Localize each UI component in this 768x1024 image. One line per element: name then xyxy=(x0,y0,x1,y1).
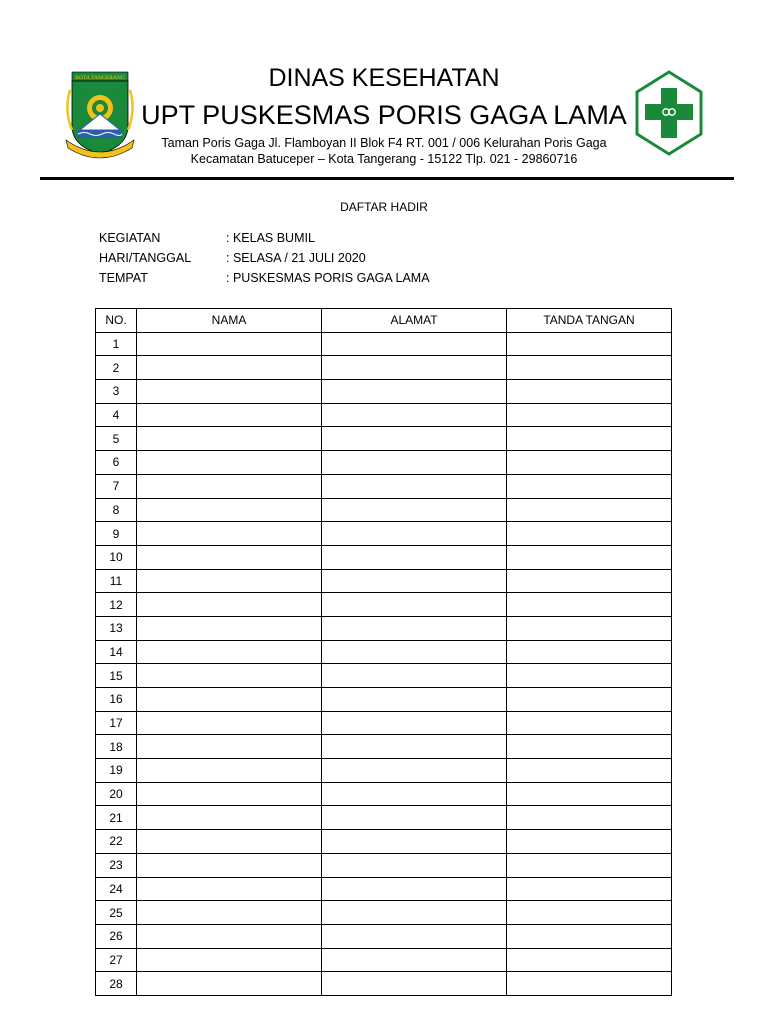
alamat-cell[interactable] xyxy=(322,640,507,664)
table-row xyxy=(96,877,672,901)
row-number: 23 xyxy=(96,853,137,877)
table-row xyxy=(96,853,672,877)
tanda-tangan-cell[interactable] xyxy=(507,522,672,546)
nama-cell[interactable] xyxy=(137,403,322,427)
tanda-tangan-cell[interactable] xyxy=(507,735,672,759)
tanda-tangan-cell[interactable] xyxy=(507,972,672,996)
alamat-cell[interactable] xyxy=(322,593,507,617)
table-row xyxy=(96,688,672,712)
alamat-cell[interactable] xyxy=(322,451,507,475)
tanda-tangan-cell[interactable] xyxy=(507,877,672,901)
tanda-tangan-cell[interactable] xyxy=(507,901,672,925)
alamat-cell[interactable] xyxy=(322,901,507,925)
row-number: 2 xyxy=(96,356,137,380)
row-number: 10 xyxy=(96,545,137,569)
table-row xyxy=(96,569,672,593)
agency-title: DINAS KESEHATAN xyxy=(268,64,500,92)
info-value: : PUSKESMAS PORIS GAGA LAMA xyxy=(226,271,430,285)
header-alamat: ALAMAT xyxy=(322,309,507,333)
nama-cell[interactable] xyxy=(137,332,322,356)
nama-cell[interactable] xyxy=(137,806,322,830)
nama-cell[interactable] xyxy=(137,948,322,972)
nama-cell[interactable] xyxy=(137,688,322,712)
nama-cell[interactable] xyxy=(137,877,322,901)
alamat-cell[interactable] xyxy=(322,759,507,783)
nama-cell[interactable] xyxy=(137,427,322,451)
table-row xyxy=(96,356,672,380)
alamat-cell[interactable] xyxy=(322,853,507,877)
row-number: 1 xyxy=(96,332,137,356)
emblem-label: KOTA TANGERANG xyxy=(75,75,125,81)
info-value: : KELAS BUMIL xyxy=(226,231,315,245)
row-number: 27 xyxy=(96,948,137,972)
tanda-tangan-cell[interactable] xyxy=(507,688,672,712)
header-no: NO. xyxy=(96,309,137,333)
table-row xyxy=(96,498,672,522)
nama-cell[interactable] xyxy=(137,569,322,593)
kota-tangerang-emblem-icon xyxy=(62,70,138,160)
tanda-tangan-cell[interactable] xyxy=(507,782,672,806)
nama-cell[interactable] xyxy=(137,972,322,996)
table-row xyxy=(96,664,672,688)
alamat-cell[interactable] xyxy=(322,545,507,569)
alamat-cell[interactable] xyxy=(322,332,507,356)
row-number: 6 xyxy=(96,451,137,475)
info-label: HARI/TANGGAL xyxy=(99,251,192,265)
address-line-2: Kecamatan Batuceper – Kota Tangerang - 15122 Tlp. 021 - 29860716 xyxy=(190,152,578,166)
row-number: 26 xyxy=(96,924,137,948)
row-number: 5 xyxy=(96,427,137,451)
tanda-tangan-cell[interactable] xyxy=(507,332,672,356)
row-number: 28 xyxy=(96,972,137,996)
alamat-cell[interactable] xyxy=(322,948,507,972)
tanda-tangan-cell[interactable] xyxy=(507,569,672,593)
table-row xyxy=(96,451,672,475)
tanda-tangan-cell[interactable] xyxy=(507,948,672,972)
row-number: 21 xyxy=(96,806,137,830)
alamat-cell[interactable] xyxy=(322,972,507,996)
info-label: TEMPAT xyxy=(99,271,148,285)
alamat-cell[interactable] xyxy=(322,522,507,546)
table-row xyxy=(96,711,672,735)
address-line-1: Taman Poris Gaga Jl. Flamboyan II Blok F4 RT. 001 / 006 Kelurahan Poris Gaga xyxy=(161,136,607,150)
tanda-tangan-cell[interactable] xyxy=(507,853,672,877)
nama-cell[interactable] xyxy=(137,853,322,877)
row-number: 18 xyxy=(96,735,137,759)
row-number: 24 xyxy=(96,877,137,901)
tanda-tangan-cell[interactable] xyxy=(507,924,672,948)
row-number: 22 xyxy=(96,830,137,854)
row-number: 16 xyxy=(96,688,137,712)
tanda-tangan-cell[interactable] xyxy=(507,711,672,735)
row-number: 19 xyxy=(96,759,137,783)
table-row xyxy=(96,545,672,569)
row-number: 25 xyxy=(96,901,137,925)
row-number: 9 xyxy=(96,522,137,546)
nama-cell[interactable] xyxy=(137,498,322,522)
nama-cell[interactable] xyxy=(137,782,322,806)
alamat-cell[interactable] xyxy=(322,498,507,522)
tanda-tangan-cell[interactable] xyxy=(507,806,672,830)
tanda-tangan-cell[interactable] xyxy=(507,664,672,688)
nama-cell[interactable] xyxy=(137,474,322,498)
nama-cell[interactable] xyxy=(137,593,322,617)
tanda-tangan-cell[interactable] xyxy=(507,830,672,854)
nama-cell[interactable] xyxy=(137,616,322,640)
nama-cell[interactable] xyxy=(137,522,322,546)
alamat-cell[interactable] xyxy=(322,782,507,806)
nama-cell[interactable] xyxy=(137,664,322,688)
table-row xyxy=(96,593,672,617)
tanda-tangan-cell[interactable] xyxy=(507,427,672,451)
alamat-cell[interactable] xyxy=(322,403,507,427)
row-number: 14 xyxy=(96,640,137,664)
info-value: : SELASA / 21 JULI 2020 xyxy=(226,251,366,265)
nama-cell[interactable] xyxy=(137,759,322,783)
tanda-tangan-cell[interactable] xyxy=(507,451,672,475)
row-number: 13 xyxy=(96,616,137,640)
table-row xyxy=(96,948,672,972)
table-row xyxy=(96,924,672,948)
tanda-tangan-cell[interactable] xyxy=(507,616,672,640)
alamat-cell[interactable] xyxy=(322,806,507,830)
nama-cell[interactable] xyxy=(137,451,322,475)
nama-cell[interactable] xyxy=(137,924,322,948)
document-title: DAFTAR HADIR xyxy=(340,200,428,214)
puskesmas-title: UPT PUSKESMAS PORIS GAGA LAMA xyxy=(141,100,627,130)
alamat-cell[interactable] xyxy=(322,569,507,593)
nama-cell[interactable] xyxy=(137,356,322,380)
tanda-tangan-cell[interactable] xyxy=(507,403,672,427)
nama-cell[interactable] xyxy=(137,830,322,854)
row-number: 4 xyxy=(96,403,137,427)
tanda-tangan-cell[interactable] xyxy=(507,759,672,783)
row-number: 15 xyxy=(96,664,137,688)
header-tanda-tangan: TANDA TANGAN xyxy=(507,309,672,333)
table-header-row xyxy=(96,309,672,333)
letterhead xyxy=(0,0,768,180)
alamat-cell[interactable] xyxy=(322,474,507,498)
table-row xyxy=(96,380,672,404)
alamat-cell[interactable] xyxy=(322,664,507,688)
tanda-tangan-cell[interactable] xyxy=(507,474,672,498)
info-row-tempat xyxy=(99,269,430,287)
info-row-hari-tanggal xyxy=(99,249,366,267)
row-number: 20 xyxy=(96,782,137,806)
nama-cell[interactable] xyxy=(137,545,322,569)
table-row xyxy=(96,522,672,546)
nama-cell[interactable] xyxy=(137,380,322,404)
table-row xyxy=(96,901,672,925)
table-row xyxy=(96,403,672,427)
alamat-cell[interactable] xyxy=(322,380,507,404)
table-row xyxy=(96,830,672,854)
alamat-cell[interactable] xyxy=(322,616,507,640)
nama-cell[interactable] xyxy=(137,735,322,759)
alamat-cell[interactable] xyxy=(322,356,507,380)
table-row xyxy=(96,640,672,664)
attendance-table xyxy=(95,308,672,996)
tanda-tangan-cell[interactable] xyxy=(507,593,672,617)
row-number: 3 xyxy=(96,380,137,404)
table-row xyxy=(96,735,672,759)
row-number: 17 xyxy=(96,711,137,735)
table-row xyxy=(96,474,672,498)
info-label: KEGIATAN xyxy=(99,231,161,245)
nama-cell[interactable] xyxy=(137,901,322,925)
alamat-cell[interactable] xyxy=(322,688,507,712)
alamat-cell[interactable] xyxy=(322,877,507,901)
tanda-tangan-cell[interactable] xyxy=(507,380,672,404)
table-row xyxy=(96,782,672,806)
alamat-cell[interactable] xyxy=(322,735,507,759)
tanda-tangan-cell[interactable] xyxy=(507,498,672,522)
puskesmas-logo-icon xyxy=(634,70,704,156)
tanda-tangan-cell[interactable] xyxy=(507,545,672,569)
table-row xyxy=(96,427,672,451)
table-body xyxy=(96,332,672,995)
table-row xyxy=(96,972,672,996)
table-row xyxy=(96,616,672,640)
alamat-cell[interactable] xyxy=(322,830,507,854)
alamat-cell[interactable] xyxy=(322,924,507,948)
row-number: 7 xyxy=(96,474,137,498)
alamat-cell[interactable] xyxy=(322,711,507,735)
tanda-tangan-cell[interactable] xyxy=(507,640,672,664)
table-row xyxy=(96,332,672,356)
table-row xyxy=(96,806,672,830)
row-number: 12 xyxy=(96,593,137,617)
nama-cell[interactable] xyxy=(137,711,322,735)
tanda-tangan-cell[interactable] xyxy=(507,356,672,380)
row-number: 11 xyxy=(96,569,137,593)
info-row-kegiatan xyxy=(99,229,315,247)
header-nama: NAMA xyxy=(137,309,322,333)
table-row xyxy=(96,759,672,783)
header-divider xyxy=(40,177,734,180)
nama-cell[interactable] xyxy=(137,640,322,664)
alamat-cell[interactable] xyxy=(322,427,507,451)
row-number: 8 xyxy=(96,498,137,522)
